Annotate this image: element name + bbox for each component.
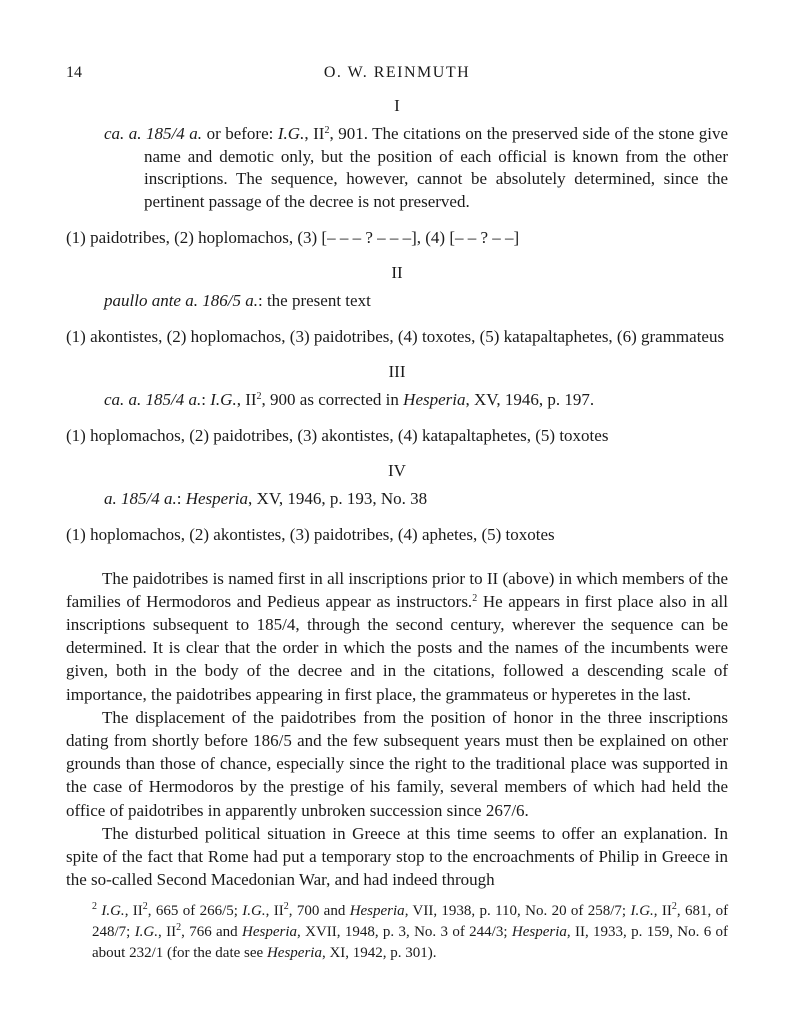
fn-vol: II bbox=[132, 903, 143, 920]
ref-journal: Hesperia bbox=[185, 488, 249, 508]
ref-journal: Hesperia bbox=[403, 389, 466, 409]
ref-ig: I.G. bbox=[277, 124, 305, 143]
section-1-citation: ca. a. 185/4 a. or before: I.G., $II^2$, 901. The citations on the preserved side of the stone give name and demotic only, but the position of each official is known from the other inscriptions. The sequence, however, cannot be absolutely determined, since the pertinent passage of the decree is not preserved. bbox=[104, 124, 729, 211]
fn-text: , 700 and bbox=[288, 903, 346, 920]
ref-sup: 2 bbox=[256, 390, 262, 402]
ref-tail: , 901. bbox=[329, 124, 368, 143]
fn-text: , XVII, 1948, p. 3, No. 3 of 244/3; bbox=[297, 924, 508, 941]
fn-text: , 766 and bbox=[181, 924, 238, 941]
section-numeral-3: III bbox=[388, 361, 406, 381]
section-2-text: the present text bbox=[266, 290, 371, 310]
body-paragraph-1 bbox=[66, 567, 728, 706]
section-4-citation: a. 185/4 a.: Hesperia, XV, 1946, p. 193, No. 38 bbox=[104, 488, 428, 508]
section-3-sequence: (1) hoplomachos, (2) paidotribes, (3) akontistes, (4) katapaltaphetes, (5) toxotes bbox=[66, 426, 609, 445]
fn-sup: 2 bbox=[176, 922, 182, 934]
section-numeral-2: II bbox=[391, 262, 403, 282]
ref-vol: II bbox=[245, 389, 257, 409]
section-4-date: a. 185/4 a. bbox=[104, 488, 177, 508]
fn-text: , VII, 1938, p. 110, No. 20 of 258/7; bbox=[404, 903, 627, 920]
ref-ig: I.G. bbox=[210, 389, 237, 409]
ref-mid: , 900 as corrected in bbox=[261, 389, 399, 409]
fn-ig: I.G. bbox=[101, 903, 125, 920]
section-1-description: The citations on the preserved side of the stone give name and demotic only, but the position of each official is known from the other inscriptions. The sequence, however, cannot be absolutely determined, since the pertinent passage of the decree is not preserved. bbox=[144, 124, 729, 211]
body-paragraph-3: The disturbed political situation in Greece at this time seems to offer an explanation. In spite of the fact that Rome had put a temporary stop to the encroachments of Philip in Greece in the so-called Second Macedonian War, and had indeed through bbox=[66, 823, 728, 890]
body-paragraph-2: The displacement of the paidotribes from the position of honor in the three inscriptions dating from shortly before 186/5 and the few subsequent years must then be explained on other grounds than those of chance, especially since the right to the traditional place was supported in the case of Hermodoros by the prestige of his family, several members of which had held the office of paidotribes in apparently unbroken succession since 267/6. bbox=[66, 707, 728, 820]
fn-vol: II bbox=[273, 903, 284, 920]
section-2-sequence: (1) akontistes, (2) hoplomachos, (3) paidotribes, (4) toxotes, (5) katapaltaphetes, (6) grammateus bbox=[66, 327, 725, 346]
page-number: 14 bbox=[66, 64, 82, 81]
section-3-citation: ca. a. 185/4 a.: I.G., $II^2$, 900 as corrected in Hesperia, XV, 1946, p. 197. bbox=[104, 389, 595, 409]
section-numeral-1: I bbox=[394, 96, 400, 115]
fn-sup: 2 bbox=[671, 901, 677, 913]
footnote-2: $^2$ I.G., $II^2$, 665 of 266/5; I.G., $II^2$, 700 and Hesperia, VII, 1938, p. 110, No. 20 of 258/7; I.G., $II^2$, 681, of 248/7; I.G., $II^2$, 766 and Hesperia, XVII, 1948, p. 3, No. 3 of 244/3; Hesperia, II, 1933, p. 159, No. 6 of about 232/1 (for the date see Hesperia, XI, 1942, p. 301). bbox=[92, 901, 729, 962]
fn-text: , 681, of 248/7; bbox=[92, 903, 729, 941]
fn-journal: Hesperia bbox=[349, 903, 405, 920]
section-numeral-4: IV bbox=[388, 460, 406, 480]
section-2-date: paullo ante a. 186/5 a. bbox=[104, 290, 258, 310]
ref-tail: , XV, 1946, p. 197. bbox=[465, 389, 595, 409]
ref-vol: II bbox=[313, 124, 325, 143]
fn-text: , II, 1933, p. 159, No. 6 of about 232/1 (for the date see bbox=[92, 924, 729, 962]
fn-vol: II bbox=[166, 924, 177, 941]
running-header bbox=[66, 56, 728, 86]
ref-sup: 2 bbox=[324, 125, 330, 136]
body-paragraph-1-b: He appears in first place also in all inscriptions subsequent to 185/4, through the second century, wherever the sequence can be determined. It is clear that the order in which the posts and the names of the incumbents were given, both in the body of the decree and in the citations, followed a descending scale of importance, the paidotribes appearing in first place, the grammateus or hyperetes in the last. bbox=[66, 591, 728, 704]
footnote-marker: 2 bbox=[92, 901, 97, 913]
fn-text: , 665 of 266/5; bbox=[147, 903, 238, 920]
fn-ig: I.G. bbox=[630, 903, 654, 920]
fn-text: , XI, 1942, p. 301). bbox=[321, 945, 437, 962]
date-connector: or before bbox=[206, 124, 269, 143]
fn-ig: I.G. bbox=[242, 903, 266, 920]
section-4-sequence: (1) hoplomachos, (2) akontistes, (3) paidotribes, (4) aphetes, (5) toxotes bbox=[66, 525, 555, 544]
fn-ig: I.G. bbox=[134, 924, 159, 941]
fn-vol: II bbox=[661, 903, 672, 920]
section-2-citation: paullo ante a. 186/5 a.: the present text bbox=[104, 290, 371, 310]
fn-journal: Hesperia bbox=[511, 924, 567, 941]
fn-sup: 2 bbox=[142, 901, 148, 913]
fn-journal: Hesperia bbox=[242, 924, 298, 941]
section-1-sequence: (1) paidotribes, (2) hoplomachos, (3) [– – – ? – – –], (4) [– – ? – –] bbox=[66, 228, 520, 247]
footnote-ref[interactable]: 2 bbox=[472, 592, 478, 604]
section-1-date: ca. a. 185/4 a. bbox=[104, 124, 203, 143]
running-author: O. W. REINMUTH bbox=[323, 64, 471, 81]
page bbox=[66, 56, 728, 964]
body-paragraph-1-a: The paidotribes is named first in all inscriptions prior to II (above) in which members of the families of Hermodoros and Pedieus appear as instructors. bbox=[66, 568, 728, 611]
section-3-date: ca. a. 185/4 a. bbox=[104, 389, 202, 409]
ref-tail: , XV, 1946, p. 193, No. 38 bbox=[248, 488, 428, 508]
fn-sup: 2 bbox=[283, 901, 289, 913]
fn-journal: Hesperia bbox=[266, 945, 322, 962]
